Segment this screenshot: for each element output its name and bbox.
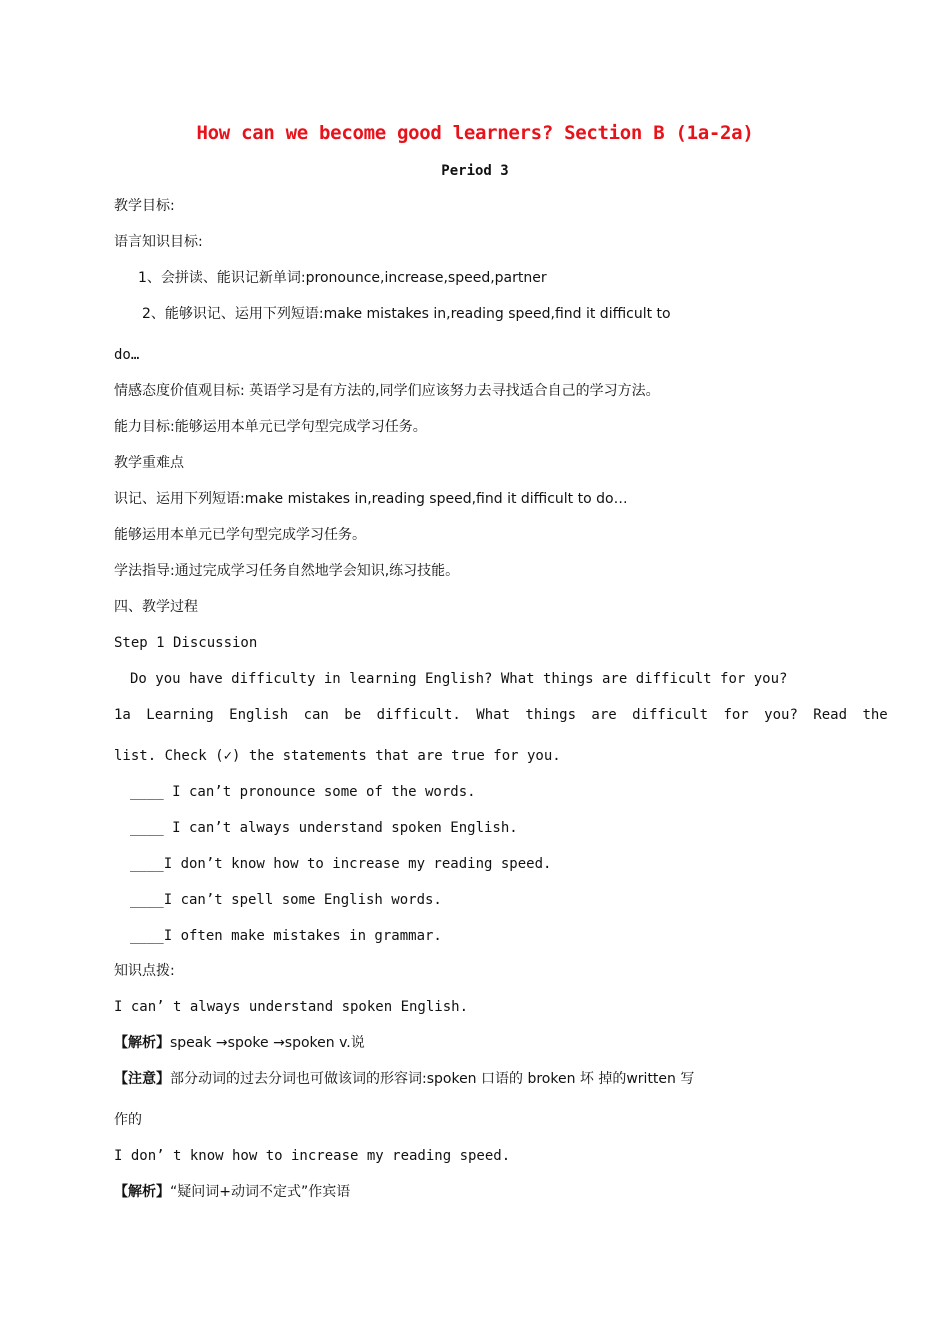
task-1a-instruction-cont: list. Check (✓) the statements that are true for you.	[114, 748, 561, 764]
knowledge-points-heading: 知识点拨:	[114, 963, 175, 979]
analysis-1-tag: 【解析】	[114, 1035, 170, 1051]
example-sentence-2: I don’ t know how to increase my reading speed.	[114, 1148, 511, 1164]
example-sentence-1: I can’ t always understand spoken English.	[114, 999, 469, 1015]
analysis-1	[114, 1033, 365, 1053]
note-1-tag: 【注意】	[114, 1071, 170, 1087]
checklist-item-4: ____I can’t spell some English words.	[130, 892, 442, 908]
discussion-question: Do you have difficulty in learning English? What things are difficult for you?	[130, 671, 788, 687]
analysis-1-text: speak →spoke →spoken v.说	[170, 1035, 365, 1051]
note-1	[114, 1069, 694, 1089]
step-1-heading: Step 1 Discussion	[114, 635, 258, 651]
note-1-cont: 作的	[114, 1112, 142, 1128]
checklist-item-2: ____ I can’t always understand spoken English.	[130, 820, 518, 836]
teaching-objectives-heading: 教学目标:	[114, 198, 175, 214]
key-point-2: 能够运用本单元已学句型完成学习任务。	[114, 527, 366, 543]
checklist-item-3: ____I don’t know how to increase my reading speed.	[130, 856, 552, 872]
document-title: How can we become good learners? Section B (1a-2a)	[196, 122, 754, 144]
task-1a-instruction: 1a Learning English can be difficult. What things are difficult for you? Read the	[114, 707, 888, 723]
study-guide: 学法指导:通过完成学习任务自然地学会知识,练习技能。	[114, 563, 460, 579]
objective-item-2	[142, 304, 836, 324]
ability-objective: 能力目标:能够运用本单元已学句型完成学习任务。	[114, 419, 427, 435]
analysis-2-text: “疑问词+动词不定式”作宾语	[170, 1184, 351, 1200]
attitude-objective: 情感态度价值观目标: 英语学习是有方法的,同学们应该努力去寻找适合自己的学习方法。	[114, 383, 660, 399]
analysis-2-tag: 【解析】	[114, 1184, 170, 1200]
checklist-item-5: ____I often make mistakes in grammar.	[130, 928, 442, 944]
checklist-item-1: ____ I can’t pronounce some of the words.	[130, 784, 476, 800]
key-point-1: 识记、运用下列短语:make mistakes in,reading speed,find it difficult to do…	[114, 491, 628, 507]
note-1-text: 部分动词的过去分词也可做该词的形容词:spoken 口语的 broken 坏 掉的written 写	[170, 1071, 695, 1087]
objective-item-1-text: 1、会拼读、能识记新单词:pronounce,increase,speed,partner	[138, 270, 547, 286]
objective-item-2-cont: do…	[114, 347, 140, 363]
key-points-heading: 教学重难点	[114, 455, 184, 471]
teaching-process-heading: 四、教学过程	[114, 599, 198, 615]
analysis-2	[114, 1182, 350, 1202]
language-objectives-heading: 语言知识目标:	[114, 234, 203, 250]
objective-item-1	[138, 268, 547, 288]
period-label: Period 3	[441, 163, 509, 179]
objective-item-2-text: 2、能够识记、运用下列短语:make mistakes in,reading speed,find it difficult to	[142, 306, 671, 322]
